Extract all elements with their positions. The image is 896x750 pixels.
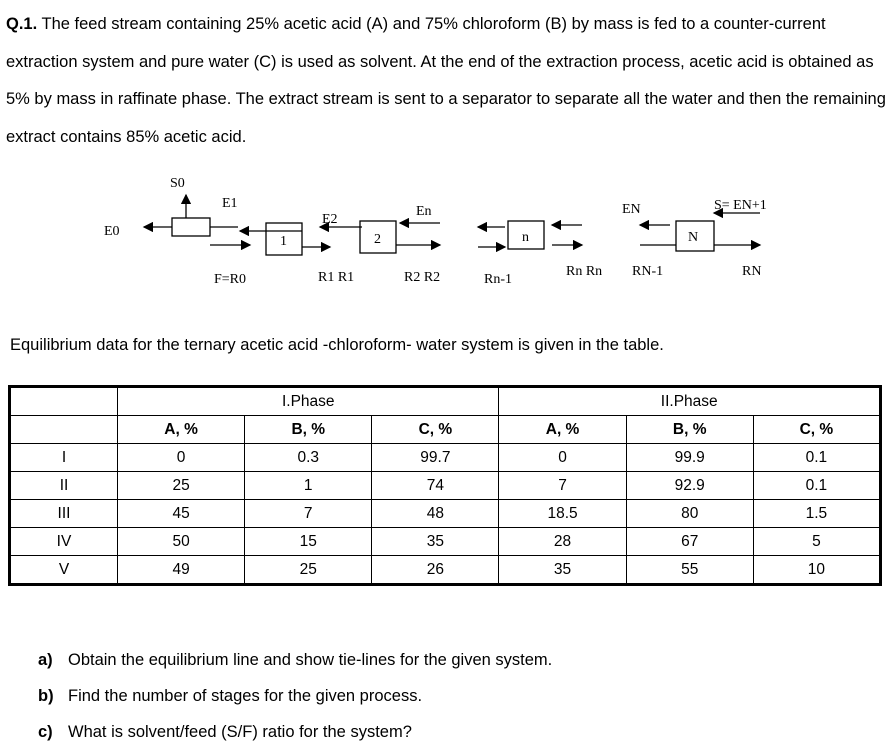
table-cell: 45 xyxy=(118,500,245,528)
row-label: V xyxy=(10,556,118,585)
table-cell: 99.9 xyxy=(626,444,753,472)
table-cell: 92.9 xyxy=(626,472,753,500)
equilibrium-caption: Equilibrium data for the ternary acetic acid -chloroform- water system is given in the table. xyxy=(10,336,664,354)
stage-n-label: n xyxy=(522,230,529,245)
table-cell: 55 xyxy=(626,556,753,585)
question-a xyxy=(38,642,552,678)
table-corner xyxy=(10,387,118,416)
stage-2-label: 2 xyxy=(374,232,381,247)
label-f-r0: F=R0 xyxy=(214,272,247,287)
table-cell: 49 xyxy=(118,556,245,585)
col-header: C, % xyxy=(372,416,499,444)
question-list xyxy=(38,642,552,750)
table-cell: 28 xyxy=(499,528,626,556)
label-s-EN1: S= EN+1 xyxy=(714,198,767,213)
countercurrent-extraction-diagram xyxy=(0,165,896,305)
label-EN: EN xyxy=(622,202,641,217)
table-cell: 0 xyxy=(499,444,626,472)
table-cell: 25 xyxy=(118,472,245,500)
question-label: b) xyxy=(38,687,54,705)
table-cell: 99.7 xyxy=(372,444,499,472)
table-cell: 1.5 xyxy=(753,500,880,528)
table-cell: 7 xyxy=(499,472,626,500)
table-row xyxy=(10,500,881,528)
label-r2r2: R2 R2 xyxy=(404,270,441,285)
label-rN: RN xyxy=(742,264,762,279)
label-e2: E2 xyxy=(322,212,338,227)
equilibrium-table xyxy=(8,385,882,586)
question-b xyxy=(38,678,552,714)
table-cell: 1 xyxy=(245,472,372,500)
row-label: IV xyxy=(10,528,118,556)
table-row xyxy=(10,472,881,500)
col-header: A, % xyxy=(499,416,626,444)
separator-box xyxy=(172,218,210,236)
table-cell: 18.5 xyxy=(499,500,626,528)
label-e0: E0 xyxy=(104,224,120,239)
label-rn1: Rn-1 xyxy=(484,272,512,287)
table-cell: 26 xyxy=(372,556,499,585)
question-text: Find the number of stages for the given process. xyxy=(68,687,423,705)
row-label: III xyxy=(10,500,118,528)
col-header: A, % xyxy=(118,416,245,444)
col-header: B, % xyxy=(626,416,753,444)
problem-statement xyxy=(6,6,886,156)
table-column-header xyxy=(10,416,881,444)
table-cell: 67 xyxy=(626,528,753,556)
label-rN1: RN-1 xyxy=(632,264,664,279)
table-cell: 80 xyxy=(626,500,753,528)
question-text: What is solvent/feed (S/F) ratio for the system? xyxy=(68,723,412,741)
table-row xyxy=(10,556,881,585)
table-row xyxy=(10,444,881,472)
row-label: I xyxy=(10,444,118,472)
problem-text: The feed stream containing 25% acetic acid (A) and 75% chloroform (B) by mass is fed to a counter-current extraction system and pure water (C) is used as solvent. At the end of the extraction process, acetic acid is obtained as 5% by mass in raffinate phase. The extract stream is sent to a separator to separate all the water and then the remaining extract contains 85% acetic acid. xyxy=(6,15,886,146)
table-row xyxy=(10,528,881,556)
stage-N-label: N xyxy=(688,230,699,245)
label-r1r1: R1 R1 xyxy=(318,270,355,285)
table-phase-header xyxy=(10,387,881,416)
table-cell: 10 xyxy=(753,556,880,585)
table-cell: 0.3 xyxy=(245,444,372,472)
phase1-header: I.Phase xyxy=(118,387,499,416)
table-cell: 74 xyxy=(372,472,499,500)
question-label: c) xyxy=(38,723,53,741)
label-en: En xyxy=(416,204,432,219)
row-label: II xyxy=(10,472,118,500)
row-label-header xyxy=(10,416,118,444)
table-cell: 15 xyxy=(245,528,372,556)
phase2-header: II.Phase xyxy=(499,387,881,416)
question-text: Obtain the equilibrium line and show tie-lines for the given system. xyxy=(68,651,553,669)
table-cell: 35 xyxy=(499,556,626,585)
table-cell: 25 xyxy=(245,556,372,585)
table-cell: 48 xyxy=(372,500,499,528)
table-cell: 0 xyxy=(118,444,245,472)
label-e1: E1 xyxy=(222,196,238,211)
col-header: B, % xyxy=(245,416,372,444)
table-cell: 50 xyxy=(118,528,245,556)
col-header: C, % xyxy=(753,416,880,444)
question-number: Q.1. xyxy=(6,15,38,33)
question-c xyxy=(38,714,552,750)
question-label: a) xyxy=(38,651,53,669)
table-cell: 7 xyxy=(245,500,372,528)
table-cell: 35 xyxy=(372,528,499,556)
stage-1-label: 1 xyxy=(280,234,287,249)
table-cell: 5 xyxy=(753,528,880,556)
table-cell: 0.1 xyxy=(753,444,880,472)
table-cell: 0.1 xyxy=(753,472,880,500)
label-rnrn: Rn Rn xyxy=(566,264,603,279)
label-s0: S0 xyxy=(170,176,185,191)
